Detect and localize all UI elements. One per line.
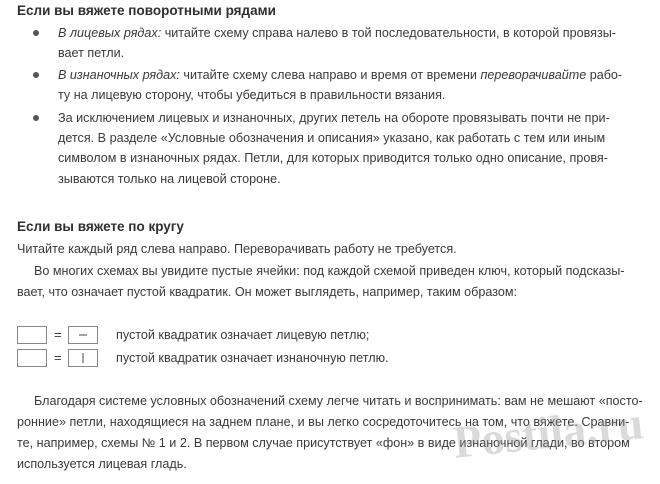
purl-stitch-icon (68, 349, 98, 367)
legend-purl-text: пустой квадратик означает изнаночную петлю. (116, 351, 389, 365)
bullet-3-line-3: символом в изнаночных рядах. Петли, для которых приводится только одно описание, провя- (58, 151, 608, 165)
empty-square-icon (17, 326, 47, 344)
paragraph-3-line-3: те, например, схемы № 1 и 2. В первом случае присутствует «фон» в виде изнаночной глади, во втором (17, 436, 630, 450)
section-heading-rows: Если вы вяжете поворотными рядами (17, 3, 276, 18)
bullet-dot (33, 30, 39, 36)
section-heading-round: Если вы вяжете по кругу (17, 219, 184, 234)
bullet-1-line-1 (58, 24, 616, 42)
equals-sign: = (54, 350, 62, 365)
paragraph-2-line-1: Во многих схемах вы увидите пустые ячейки: под каждой схемой приведен ключ, который подсказы- (34, 264, 625, 278)
knit-stitch-icon (68, 326, 98, 344)
bullet-3-line-1: За исключением лицевых и изнаночных, других петель на обороте провязывать почти не при- (58, 111, 610, 125)
bullet-2-text-end: рабо- (586, 68, 623, 82)
paragraph-3-line-1: Благодаря системе условных обозначений схему легче читать и воспринимать: вам не мешают «посто- (34, 394, 643, 408)
bullet-1-label: В лицевых рядах: (58, 26, 162, 40)
bullet-2-emphasis: переворачивайте (480, 68, 587, 82)
paragraph-1: Читайте каждый ряд слева направо. Переворачивать работу не требуется. (17, 242, 457, 256)
paragraph-3-line-4: используется лицевая гладь. (17, 457, 187, 471)
watermark-logo: Postila.ru (450, 397, 646, 468)
bullet-dot (33, 115, 39, 121)
bullet-1-text: читайте схему справа налево в той последовательности, в которой провязы- (161, 26, 616, 40)
bullet-2-text: читайте схему слева направо и время от времени (179, 68, 481, 82)
bullet-dot (33, 72, 39, 78)
bullet-2-line-1 (58, 66, 622, 84)
bullet-2-line-2: ту на лицевую сторону, чтобы убедиться в правильности вязания. (58, 88, 446, 102)
legend-knit-text: пустой квадратик означает лицевую петлю; (116, 328, 370, 342)
equals-sign: = (54, 327, 62, 342)
bullet-1-line-2: вает петли. (58, 46, 125, 60)
paragraph-2-line-2: вает, что означает пустой квадратик. Он может выглядеть, например, таким образом: (17, 285, 518, 299)
bullet-3-line-4: зываются только на лицевой стороне. (58, 172, 281, 186)
empty-square-icon (17, 349, 47, 367)
bullet-2-label: В изнаночных рядах: (58, 68, 180, 82)
bullet-3-line-2: дется. В разделе «Условные обозначения и описания» указано, как работать с тем или иным (58, 131, 606, 145)
paragraph-3-line-2: ронние» петли, находящиеся на заднем плане, и вы легко сосредоточитесь на том, что вяжете. Сравни- (17, 415, 630, 429)
